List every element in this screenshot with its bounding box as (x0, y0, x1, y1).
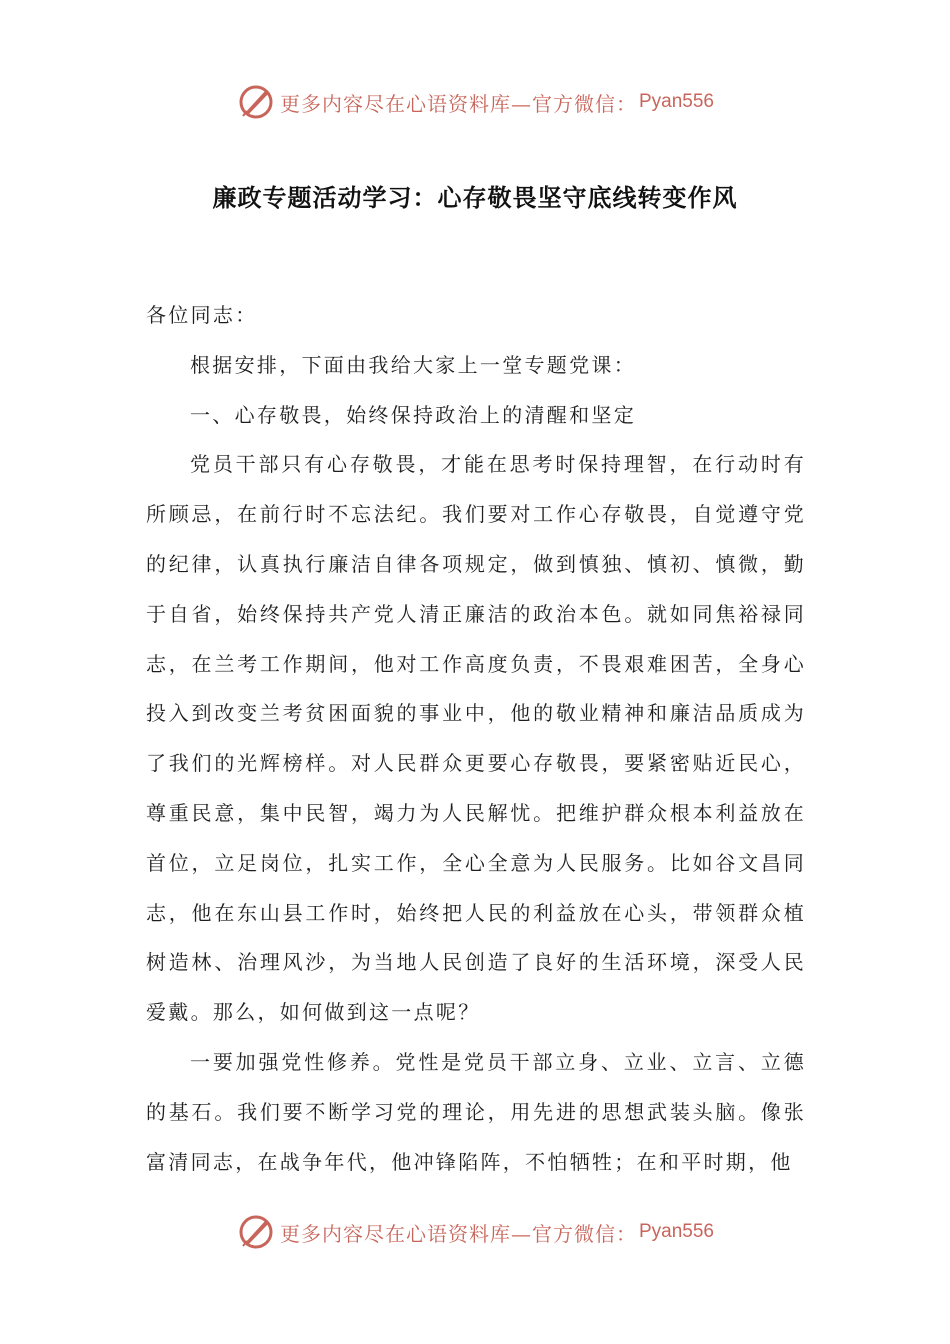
wechat-id: Pyan556 (638, 1221, 714, 1242)
paragraph: 一要加强党性修养。党性是党员干部立身、立业、立言、立德的基石。我们要不断学习党的理论，用先进的思想武装头脑。像张富清同志，在战争年代，他冲锋陷阵，不怕牺牲；在和平时期，他 (146, 1049, 806, 1174)
wechat-id: Pyan556 (638, 91, 714, 112)
banner-text: 更多内容尽在心语资料库—官方微信： (279, 1221, 637, 1246)
quill-pen-logo-icon (236, 82, 276, 122)
quill-pen-logo-icon (236, 1212, 276, 1252)
document-title: 廉政专题活动学习：心存敬畏坚守底线转变作风 (212, 183, 738, 212)
header-banner (0, 82, 950, 122)
banner-text: 更多内容尽在心语资料库—官方微信： (279, 91, 637, 116)
salutation: 各位同志： (146, 303, 258, 327)
paragraph: 根据安排，下面由我给大家上一堂专题党课： (190, 352, 636, 377)
document-body (146, 291, 806, 1187)
footer-banner (0, 1212, 950, 1252)
section-heading: 一、心存敬畏，始终保持政治上的清醒和坚定 (190, 402, 636, 427)
paragraph: 党员干部只有心存敬畏，才能在思考时保持理智，在行动时有所顾忌，在前行时不忘法纪。我们要对工作心存敬畏，自觉遵守党的纪律，认真执行廉洁自律各项规定，做到慎独、慎初、慎微，勤于自省，始终保持共产党人清正廉洁的政治本色。就如同焦裕禄同志，在兰考工作期间，他对工作高度负责，不畏艰难困苦，全身心投入到改变兰考贫困面貌的事业中，他的敬业精神和廉洁品质成为了我们的光辉榜样。对人民群众更要心存敬畏，要紧密贴近民心，尊重民意，集中民智，竭力为人民解忧。把维护群众根本利益放在首位，立足岗位，扎实工作，全心全意为人民服务。比如谷文昌同志，他在东山县工作时，始终把人民的利益放在心头，带领群众植树造林、治理风沙，为当地人民创造了良好的生活环境，深受人民爱戴。那么，如何做到这一点呢？ (146, 452, 806, 1025)
